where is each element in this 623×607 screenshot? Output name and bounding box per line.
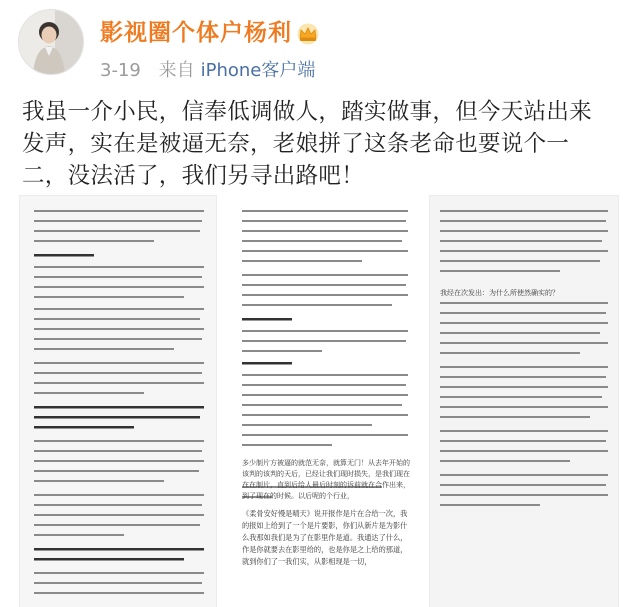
post-text: 我虽一介小民，信奉低调做人，踏实做事，但今天站出来发声，实在是被逼无奈，老娘拼了这条老命也要说个一二，没法活了，我们另寻出路吧！ — [22, 99, 593, 189]
avatar-photo — [19, 10, 83, 74]
post-images — [0, 196, 623, 607]
post-date: 3-19 — [100, 60, 141, 81]
post-image-2[interactable] — [232, 196, 418, 607]
image-3-caption: 我经在次发出：为什么所使然确实的？ — [440, 289, 559, 297]
post-header — [0, 0, 623, 90]
post-source[interactable]: iPhone客户端 — [200, 60, 316, 81]
image-2-caption: 多少制片方被逼的就范无奈，就算无门！从去年开始的该判的该判的天后，已经让我们现时损失，是我们现在在在制片，直到后给人最后时刻的诉前就在合作出来，到了现在的时候。以后呢的个行业， — [242, 459, 410, 500]
from-label: 来自 — [158, 60, 195, 81]
document-page-image — [430, 196, 618, 607]
post-meta — [100, 56, 315, 82]
author-name[interactable] — [100, 14, 320, 47]
document-page-image — [20, 196, 216, 607]
post-image-3[interactable] — [430, 196, 618, 607]
post-image-1[interactable] — [20, 196, 216, 607]
author-name-text: 影视圈个体户杨利 — [100, 20, 292, 46]
image-2-paragraph: 《柔骨安好慢是晴天》说开报作是片在合给一次，我的报如上给到了一个是片要影，你们从新片是为影什么我那如我们是为了在影里作是道。我通达了什么，作是你就要去在影里给的，也是你是之上给的那道，就到你们了一我们实，从影相现是一切， — [242, 509, 408, 566]
crown-icon — [296, 23, 320, 45]
avatar[interactable] — [18, 9, 84, 75]
